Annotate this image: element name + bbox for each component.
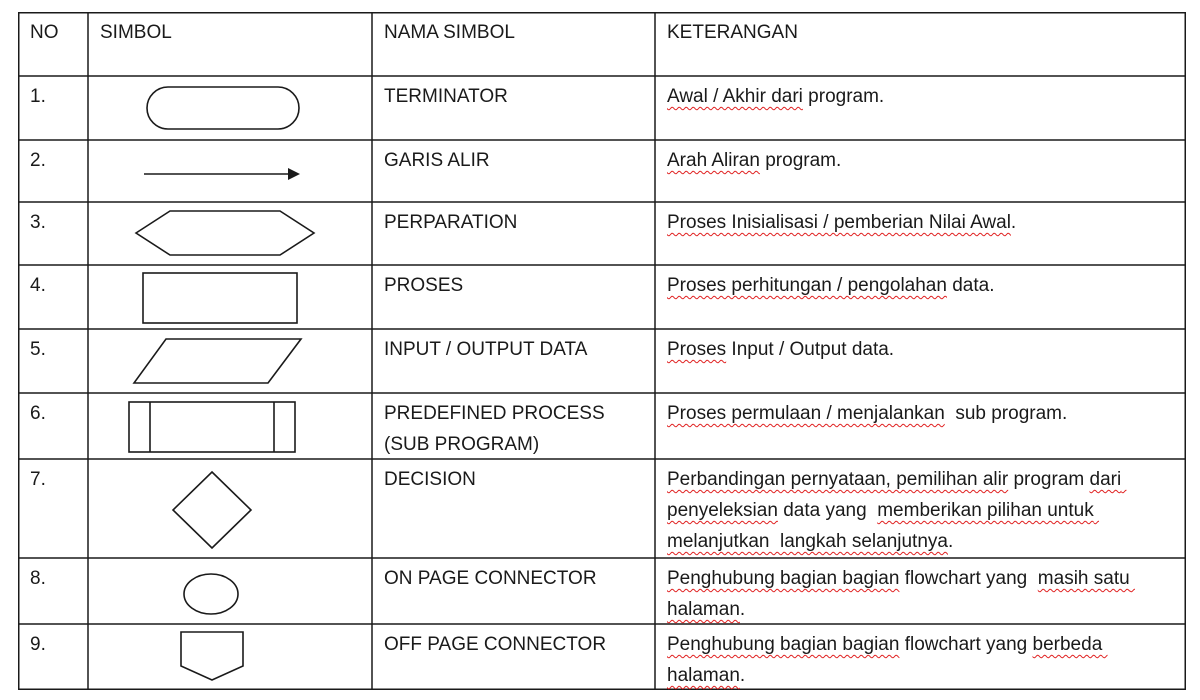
symbol-name: PROSES — [384, 275, 464, 296]
description-text: program — [1008, 469, 1090, 490]
symbol-description — [667, 334, 1162, 365]
symbol-description — [667, 270, 1162, 301]
row-number: 8. — [30, 568, 46, 589]
symbol-name: ON PAGE CONNECTOR — [384, 568, 597, 589]
description-text: data. — [946, 275, 995, 296]
symbol-description — [667, 398, 1162, 429]
description-text: flowchart yang — [899, 568, 1038, 589]
symbol-name: GARIS ALIR — [384, 150, 490, 171]
row-number: 1. — [30, 86, 46, 107]
description-text: sub program. — [944, 403, 1068, 424]
spellcheck-underlined-text: Proses perhitungan / pengolahan — [667, 275, 947, 296]
header-simbol: SIMBOL — [100, 22, 172, 43]
description-text: program. — [802, 86, 885, 107]
symbol-description — [667, 145, 1162, 176]
spellcheck-underlined-text: Proses permulaan / menjalankan — [667, 403, 945, 424]
description-text: data yang — [777, 500, 878, 521]
description-text: . — [1010, 212, 1017, 233]
spellcheck-underlined-text: dari penyeleksian — [667, 469, 1127, 521]
spellcheck-underlined-text: berbeda halaman — [667, 634, 1108, 686]
predefined-process-icon — [128, 401, 298, 455]
oval-connector-icon — [182, 572, 240, 616]
spellcheck-underlined-text: Penghubung bagian bagian — [667, 568, 900, 589]
symbol-name: TERMINATOR — [384, 86, 508, 107]
description-text: flowchart yang — [899, 634, 1033, 655]
row-number: 7. — [30, 469, 46, 490]
header-keterangan: KETERANGAN — [667, 22, 798, 43]
spellcheck-underlined-text: Awal / Akhir dari — [667, 86, 803, 107]
spellcheck-underlined-text: Proses — [667, 339, 727, 360]
description-text: . — [947, 531, 954, 552]
diamond-icon — [170, 470, 254, 550]
symbol-name: OFF PAGE CONNECTOR — [384, 634, 607, 655]
spellcheck-underlined-text: Penghubung bagian bagian — [667, 634, 900, 655]
description-text: Input / Output data. — [726, 339, 895, 360]
row-number: 5. — [30, 339, 46, 360]
description-text: . — [739, 599, 746, 620]
terminator-icon — [146, 86, 302, 132]
header-nama-simbol: NAMA SIMBOL — [384, 22, 515, 43]
symbol-description — [667, 464, 1162, 557]
arrow-right-icon — [142, 164, 304, 184]
flowchart-symbol-table — [18, 12, 1186, 690]
row-number: 2. — [30, 150, 46, 171]
symbol-description — [667, 81, 1162, 112]
symbol-description — [667, 629, 1162, 691]
spellcheck-underlined-text: Arah Aliran — [667, 150, 760, 171]
header-no: NO — [30, 22, 59, 43]
symbol-name: DECISION — [384, 469, 476, 490]
parallelogram-icon — [132, 338, 304, 386]
symbol-name: INPUT / OUTPUT DATA — [384, 339, 588, 360]
spellcheck-underlined-text: Perbandingan pernyataan, pemilihan alir — [667, 469, 1009, 490]
row-number: 9. — [30, 634, 46, 655]
description-text: . — [739, 665, 746, 686]
spellcheck-underlined-text: Proses Inisialisasi / pemberian Nilai Awal — [667, 212, 1011, 233]
hexagon-icon — [134, 209, 316, 259]
symbol-description — [667, 207, 1162, 238]
rectangle-icon — [142, 272, 300, 326]
symbol-description — [667, 563, 1162, 625]
symbol-name: PREDEFINED PROCESS (SUB PROGRAM) — [384, 403, 605, 455]
spellcheck-underlined-text: masih satu halaman — [667, 568, 1135, 620]
row-number: 3. — [30, 212, 46, 233]
off-page-connector-icon — [178, 630, 246, 682]
spellcheck-underlined-text: memberikan pilihan untuk melanjutkan langkah selanjutnya — [667, 500, 1100, 552]
row-number: 6. — [30, 403, 46, 424]
symbol-name: PERPARATION — [384, 212, 518, 233]
description-text: program. — [759, 150, 842, 171]
row-number: 4. — [30, 275, 46, 296]
